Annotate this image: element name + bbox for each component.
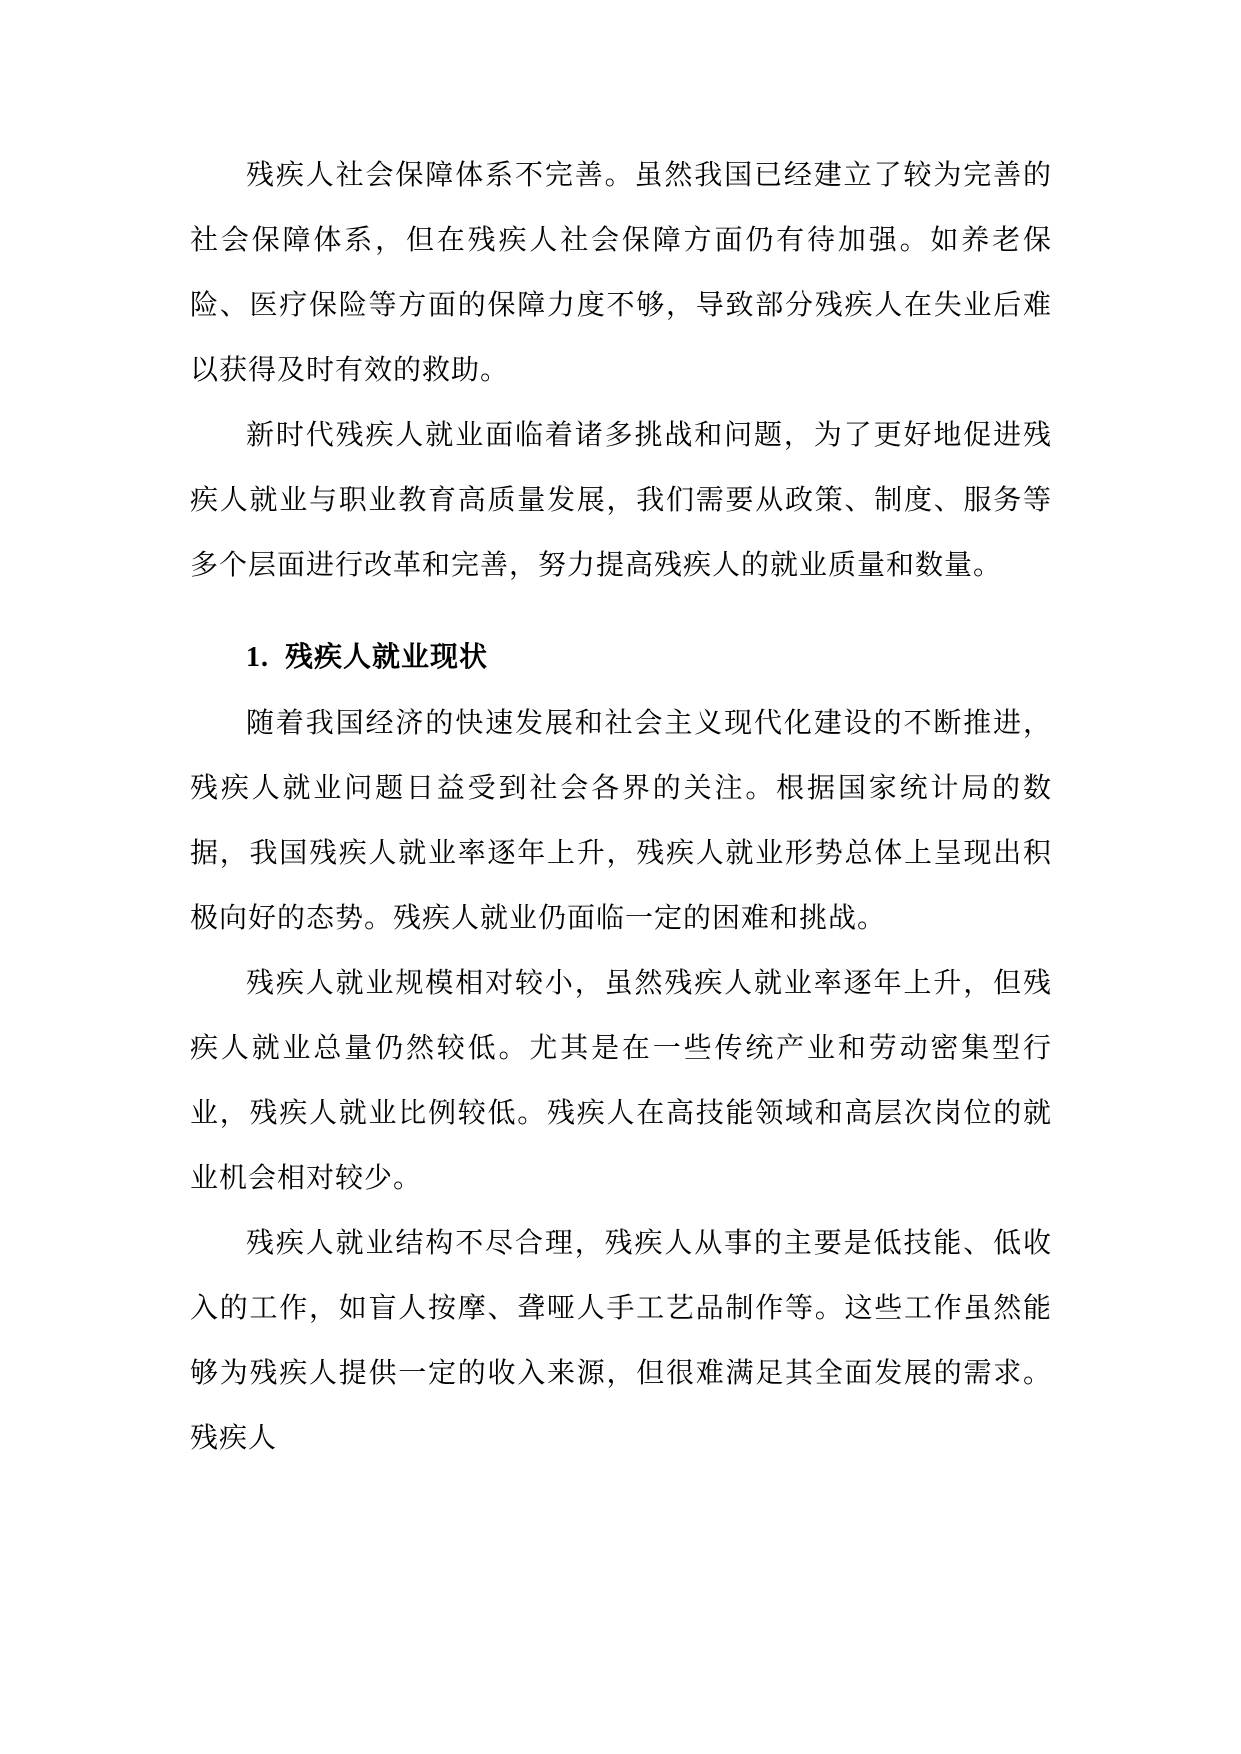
- paragraph-employment-scale: 残疾人就业规模相对较小，虽然残疾人就业率逐年上升，但残疾人就业总量仍然较低。尤其是在一些传统产业和劳动密集型行业，残疾人就业比例较低。残疾人在高技能领域和高层次岗位的就业机会相对较少。: [190, 966, 1052, 1194]
- paragraph-employment-status: 随着我国经济的快速发展和社会主义现代化建设的不断推进，残疾人就业问题日益受到社会各界的关注。根据国家统计局的数据，我国残疾人就业率逐年上升，残疾人就业形势总体上呈现出积极向好的态势。残疾人就业仍面临一定的困难和挑战。: [190, 706, 1052, 934]
- paragraph-challenges: 新时代残疾人就业面临着诸多挑战和问题，为了更好地促进残疾人就业与职业教育高质量发展，我们需要从政策、制度、服务等多个层面进行改革和完善，努力提高残疾人的就业质量和数量。: [190, 418, 1052, 581]
- paragraph-employment-structure: 残疾人就业结构不尽合理，残疾人从事的主要是低技能、低收入的工作，如盲人按摩、聋哑人手工艺品制作等。这些工作虽然能够为残疾人提供一定的收入来源，但很难满足其全面发展的需求。残疾人: [190, 1226, 1052, 1454]
- section-heading: [190, 624, 1052, 690]
- document-page: [190, 142, 1052, 1470]
- paragraph-social-security: 残疾人社会保障体系不完善。虽然我国已经建立了较为完善的社会保障体系，但在残疾人社会保障方面仍有待加强。如养老保险、医疗保险等方面的保障力度不够，导致部分残疾人在失业后难以获得及时有效的救助。: [190, 158, 1052, 386]
- section-number: 1.: [246, 642, 269, 673]
- section-title: 残疾人就业现状: [285, 640, 489, 673]
